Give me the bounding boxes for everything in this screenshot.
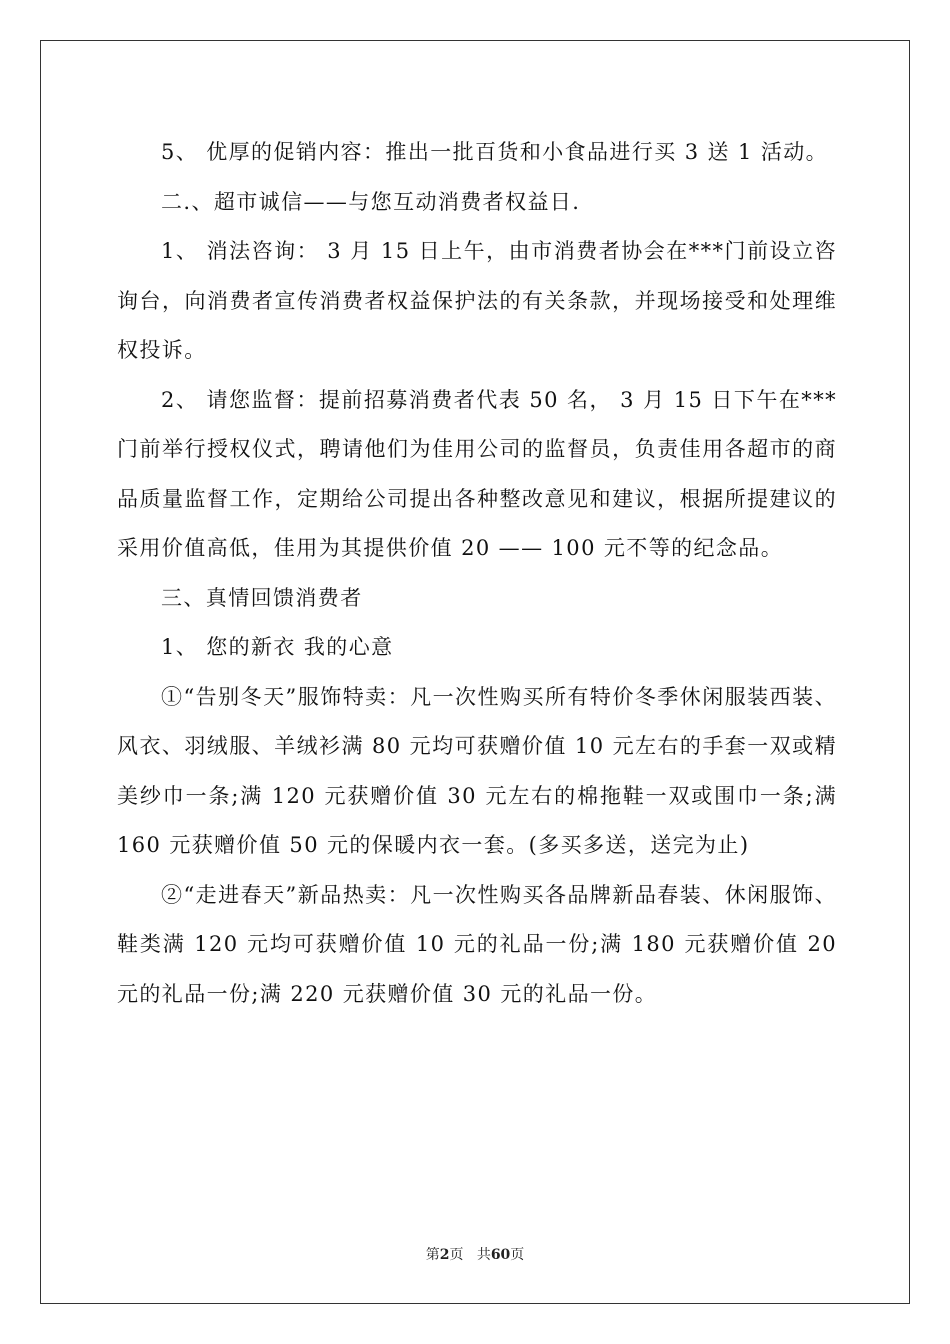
- current-page-number: 2: [439, 1247, 450, 1263]
- total-page-count: 60: [490, 1247, 511, 1263]
- paragraph-consultation: 1、 消法咨询： 3 月 15 日上午，由市消费者协会在***门前设立咨询台，向消费者宣传消费者权益保护法的有关条款，并现场接受和处理维权投诉。: [117, 239, 837, 362]
- heading-customer-feedback: 三、真情回馈消费者: [161, 585, 363, 610]
- heading-integrity-day: 二.、超市诚信——与您互动消费者权益日.: [161, 189, 581, 214]
- paragraph-spring-sale: ②“走进春天”新品热卖：凡一次性购买各品牌新品春装、休闲服饰、鞋类满 120 元均可获赠价值 10 元的礼品一份;满 180 元获赠价值 20 元的礼品一份;满 220 元获赠价值 30 元的礼品一份。: [117, 882, 837, 1006]
- total-prefix: 共: [476, 1247, 491, 1263]
- subheading-new-clothes: 1、 您的新衣 我的心意: [161, 635, 394, 659]
- paragraph-winter-sale: ①“告别冬天”服饰特卖：凡一次性购买所有特价冬季休闲服装西装、风衣、羽绒服、羊绒衫满 80 元均可获赠价值 10 元左右的手套一双或精美纱巾一条;满 120 元获赠价值 30 元左右的棉拖鞋一双或围巾一条;满 160 元获赠价值 50 元的保暖内衣一套。(多买多送，送完为止): [117, 684, 837, 857]
- total-suffix: 页: [510, 1247, 525, 1263]
- paragraph-promo-content: 5、 优厚的促销内容：推出一批百货和小食品进行买 3 送 1 活动。: [161, 140, 829, 164]
- document-body: [117, 128, 837, 1019]
- page-prefix: 第: [425, 1247, 440, 1263]
- page-footer: [0, 1244, 950, 1264]
- page-suffix: 页: [449, 1247, 464, 1263]
- paragraph-supervision: 2、 请您监督：提前招募消费者代表 50 名， 3 月 15 日下午在***门前举行授权仪式，聘请他们为佳用公司的监督员，负责佳用各超市的商品质量监督工作，定期给公司提出各种整改意见和建议，根据所提建议的采用价值高低，佳用为其提供价值 20 —— 100 元不等的纪念品。: [117, 387, 837, 560]
